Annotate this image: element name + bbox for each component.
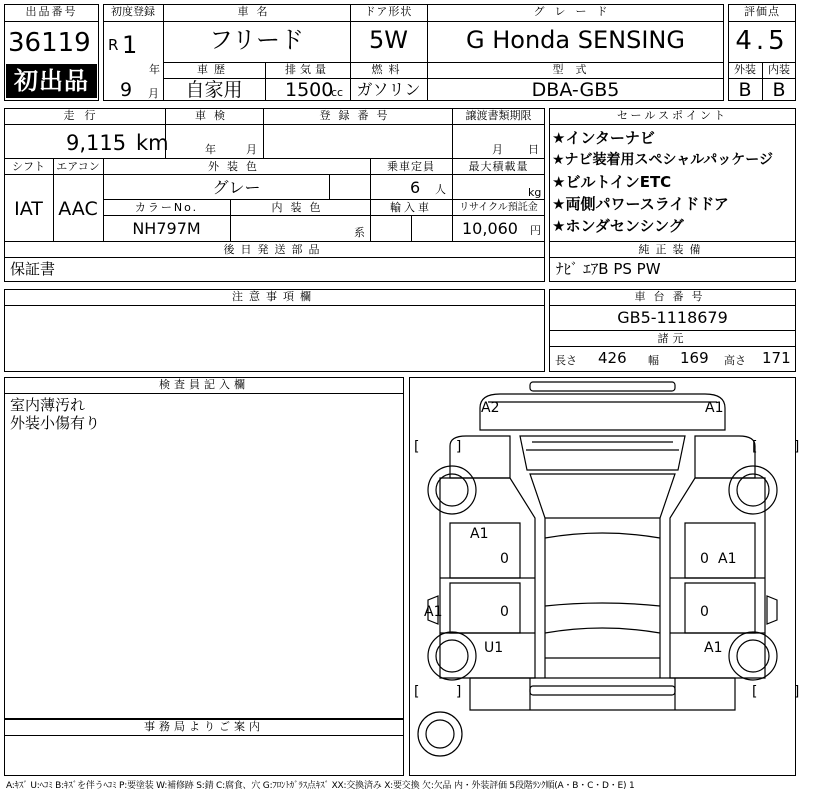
mark-left-front-door: A1 [470,526,489,542]
int-grade-label: 内装 [768,63,790,76]
mark-right-front-door: A1 [718,551,737,567]
model-label: 型式 [552,63,599,76]
ac-label: エアコン [56,160,100,173]
doors: 5W [369,26,408,54]
sales-points-label: セールスポイント [616,109,728,122]
first-reg-year: 1 [122,31,138,59]
mark-right-front-door-num: 0 [700,551,709,567]
recycle-label: リサイクル預託金 [459,202,538,213]
mileage: 9,115 [66,131,127,155]
chassis-label: 車台番号 [634,290,711,303]
mileage-unit: km [136,131,169,155]
inspector-note: 外装小傷有り [10,414,101,432]
month-unit: 月 [148,87,159,100]
recycle-unit: 円 [530,224,541,237]
max-load-unit: kg [528,186,542,199]
inspection-year-unit: 年 [205,143,216,156]
mark-left-rear-door-num: 0 [500,604,509,620]
usage: 自家用 [185,79,243,101]
score: 4.5 [735,26,789,56]
caution-label: 注意事項欄 [232,290,317,303]
capacity-label: 乗車定員 [387,160,435,173]
chassis-number: GB5-1118679 [617,308,728,327]
int-color-suffix: 系 [354,226,365,239]
car-name-label: 車名 [237,5,276,18]
width-value: 169 [680,349,709,367]
displacement-label: 排気量 [285,63,330,76]
color-code: NH797M [132,219,201,238]
sales-point-item: ★両側パワースライドドア [552,195,729,213]
standard-equipment-label: 純正装備 [638,243,707,256]
height-label: 高さ [724,354,746,367]
reg-no-label: 登録番号 [319,109,396,122]
length-label: 長さ [555,354,577,367]
bracket-left-2: [ ] [414,684,478,700]
inspector-notes [10,396,100,432]
length-value: 426 [598,349,627,367]
first-reg-label: 初度登録 [111,5,155,18]
sales-point-item: ★ナビ装着用スペシャルパッケージ [552,152,774,168]
score-label: 評価点 [744,5,780,18]
height-value: 171 [762,349,791,367]
import-label: 輸入車 [390,201,432,214]
doors-label: ドア形状 [364,5,413,18]
ext-grade-label: 外装 [734,63,756,76]
int-color-label: 内装色 [271,201,329,214]
car-diagram [410,378,795,775]
mark-front-right-corner: A1 [705,400,724,416]
grade-label: グレード [533,5,618,18]
car-name: フリード [208,26,305,54]
ext-color: グレー [212,178,261,197]
mark-right-rear-door-num: 0 [700,604,709,620]
mark-left-front-door-num: 0 [500,551,509,567]
shift: IAT [14,198,43,220]
inspector-label: 検査員記入欄 [159,378,249,391]
grade: G Honda SENSING [466,26,685,54]
transfer-month-unit: 月 [492,143,503,156]
displacement: 1500 [285,79,334,101]
era-mark: R [108,36,119,54]
standard-equipment-value: ﾅﾋﾞ ｴｱB PS PW [556,260,661,278]
fuel-label: 燃料 [371,63,406,76]
inspector-note: 室内薄汚れ [10,396,86,414]
later-parts-value: 保証書 [10,260,56,278]
inspection-month-unit: 月 [246,143,257,156]
bracket-right-1: [ ] [752,439,815,455]
dimensions-label: 諸元 [657,332,688,345]
sales-point-item: ★ビルトインETC [552,173,672,191]
year-unit: 年 [149,63,160,76]
mark-left-sill: A1 [424,604,443,620]
lot-number-label: 出品番号 [25,5,78,18]
max-load-label: 最大積載量 [468,160,529,173]
bracket-left-1: [ ] [414,439,478,455]
first-reg-month: 9 [120,79,133,101]
width-label: 幅 [648,354,659,367]
bracket-right-2: [ ] [752,684,815,700]
capacity: 6 [410,178,421,197]
model: DBA-GB5 [531,79,620,101]
transfer-day-unit: 日 [528,143,539,156]
mileage-label: 走行 [63,109,106,122]
ext-grade: B [738,79,752,101]
inspection-label: 車検 [195,109,233,122]
shift-label: シフト [12,160,45,173]
sales-points-list [552,127,773,237]
lot-number: 36119 [8,28,91,58]
usage-label: 車歴 [197,63,231,76]
legend-line: A:ｷｽﾞ U:ﾍｺﾐ B:ｷｽﾞを伴うﾍｺﾐ P:要塗装 W:補修跡 S:錆 C:腐食、穴 G:ﾌﾛﾝﾄｶﾞﾗｽ点ｷｽﾞ XX:交換済み X:要交換 欠:欠品 内・外装評価 5段階ﾗﾝｸ順(A・B・C・D・E) 1 [6,781,635,791]
int-grade: B [772,79,786,101]
mark-left-rear-fender: U1 [484,640,504,656]
ext-color-label: 外装色 [208,160,265,173]
fuel: ガソリン [356,80,421,99]
displacement-unit: cc [331,86,344,99]
capacity-unit: 人 [435,183,446,196]
mark-right-rear-fender: A1 [704,640,723,656]
color-code-label: カラーNo. [134,201,199,214]
sales-point-item: ★ホンダセンシング [552,217,684,235]
sales-point-item: ★インターナビ [552,129,655,147]
office-label: 事務局よりご案内 [144,720,264,733]
transfer-label: 譲渡書類期限 [465,109,532,122]
first-listing-badge: 初出品 [6,64,97,98]
later-parts-label: 後日発送部品 [223,243,326,256]
ac: AAC [58,198,98,220]
recycle-amount: 10,060 [462,219,518,238]
mark-front-left-corner: A2 [481,400,500,416]
